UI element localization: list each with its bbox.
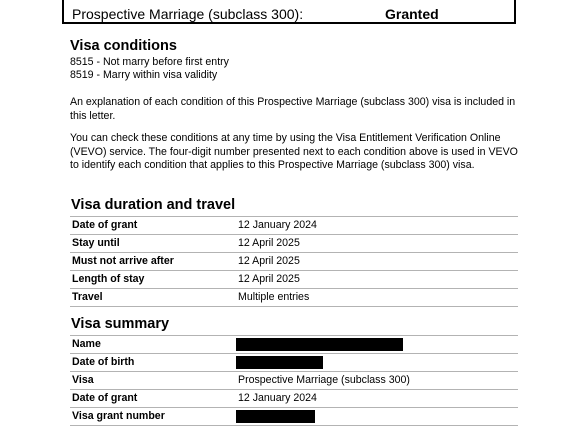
table-row: [70, 372, 518, 390]
visa-duration-heading: Visa duration and travel: [71, 197, 236, 213]
row-value: Prospective Marriage (subclass 300): [238, 374, 410, 386]
row-value: 12 April 2025: [238, 273, 300, 285]
redaction-bar: [236, 356, 323, 369]
table-row: [70, 217, 518, 235]
visa-grant-box: [62, 0, 516, 24]
visa-summary-table: [70, 335, 518, 426]
row-label: Name: [72, 338, 101, 350]
row-label: Must not arrive after: [72, 255, 174, 267]
vevo-paragraph: You can check these conditions at any time by using the Visa Entitlement Verification Online (VEVO) service. The four-digit number presented next to each condition above is used in VEVO to identify each condition that applies to this Prospective Marriage (subclass 300) visa.: [70, 132, 518, 171]
condition-item: 8515 - Not marry before first entry: [70, 56, 229, 68]
visa-status: Granted: [385, 6, 439, 22]
row-value: 12 January 2024: [238, 219, 317, 231]
visa-subclass-label: Prospective Marriage (subclass 300):: [72, 6, 304, 22]
row-label: Visa: [72, 374, 94, 386]
row-label: Date of grant: [72, 219, 138, 231]
table-row: [70, 253, 518, 271]
redaction-bar: [236, 410, 315, 423]
row-label: Date of birth: [72, 356, 135, 368]
table-row: [70, 271, 518, 289]
row-value: 12 April 2025: [238, 237, 300, 249]
redaction-bar: [236, 338, 403, 351]
table-row: [70, 354, 518, 372]
visa-conditions-heading: Visa conditions: [70, 38, 177, 54]
conditions-explanation-paragraph: An explanation of each condition of this Prospective Marriage (subclass 300) visa is included in this letter.: [70, 96, 516, 122]
table-row: [70, 336, 518, 354]
row-label: Travel: [72, 291, 103, 303]
row-label: Length of stay: [72, 273, 145, 285]
visa-summary-heading: Visa summary: [71, 316, 170, 332]
table-row: [70, 408, 518, 426]
row-value: Multiple entries: [238, 291, 310, 303]
row-value: 12 April 2025: [238, 255, 300, 267]
table-row: [70, 289, 518, 307]
row-label: Stay until: [72, 237, 120, 249]
row-label: Date of grant: [72, 392, 138, 404]
row-label: Visa grant number: [72, 410, 165, 422]
table-row: [70, 390, 518, 408]
table-row: [70, 235, 518, 253]
row-value: 12 January 2024: [238, 392, 317, 404]
condition-item: 8519 - Marry within visa validity: [70, 69, 218, 81]
visa-duration-table: [70, 216, 518, 307]
